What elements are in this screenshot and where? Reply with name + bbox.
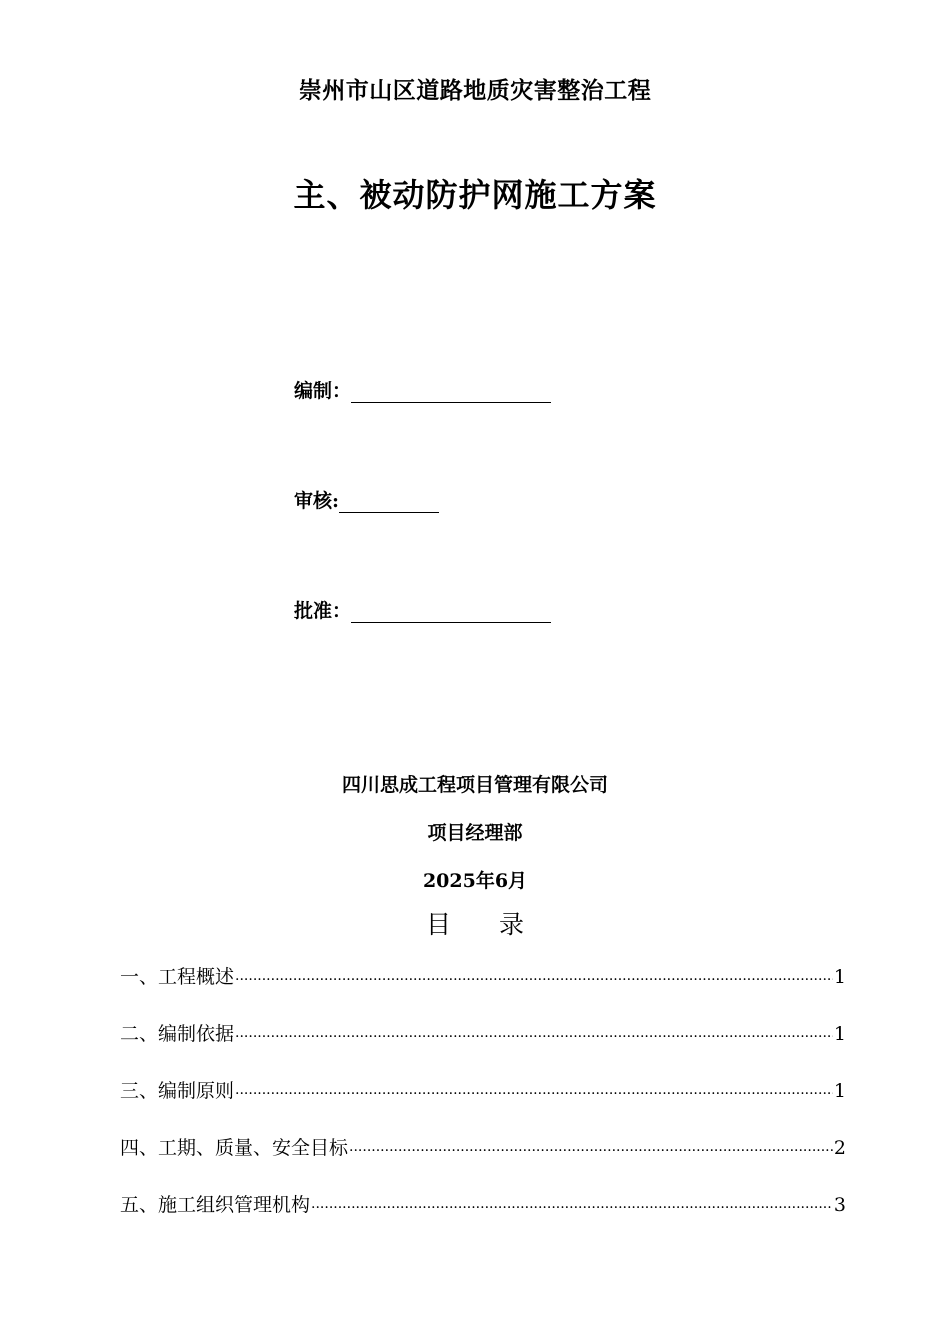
toc-leader-dots [235,1078,833,1097]
toc-item[interactable] [120,1019,846,1076]
toc-leader-dots [349,1135,833,1154]
toc-leader-dots [235,1021,833,1040]
document-title: 主、被动防护网施工方案 [293,176,657,214]
toc-item-label: 一、工程概述 [120,966,235,988]
toc-title-left: 目 [425,910,451,939]
shenhe-label: 审核: [294,490,340,512]
pizhun-label: 批准： [294,600,352,622]
toc-item[interactable] [120,1076,846,1133]
toc-item[interactable] [120,1190,846,1247]
pizhun-signature-line [351,602,551,623]
toc-item-page: 1 [833,1023,846,1045]
signature-row-pizhun [294,596,551,623]
signature-row-shenhe [294,486,439,513]
bianzhi-signature-line [351,382,551,403]
bianzhi-label: 编制： [294,380,352,402]
toc-item-page: 3 [833,1194,846,1216]
toc-title [0,905,950,941]
department-name: 项目经理部 [427,822,523,844]
toc-item-label: 五、施工组织管理机构 [120,1194,311,1216]
toc-leader-dots [311,1192,833,1211]
signature-row-bianzhi [294,376,551,403]
toc-item-label: 三、编制原则 [120,1080,235,1102]
toc-item-page: 2 [833,1137,846,1159]
toc-item-label: 四、工期、质量、安全目标 [120,1137,349,1159]
toc-item-label: 二、编制依据 [120,1023,235,1045]
toc-item-page: 1 [833,966,846,988]
project-subtitle: 崇州市山区道路地质灾害整治工程 [298,77,652,104]
company-name: 四川思成工程项目管理有限公司 [341,774,608,796]
document-date: 2025年6月 [422,870,528,892]
shenhe-signature-line [339,492,439,513]
toc-item[interactable] [120,1133,846,1190]
toc-title-right: 录 [499,910,525,939]
toc-item-page: 1 [833,1080,846,1102]
toc-item[interactable] [120,962,846,1019]
toc-leader-dots [235,964,833,983]
table-of-contents [120,962,846,1247]
